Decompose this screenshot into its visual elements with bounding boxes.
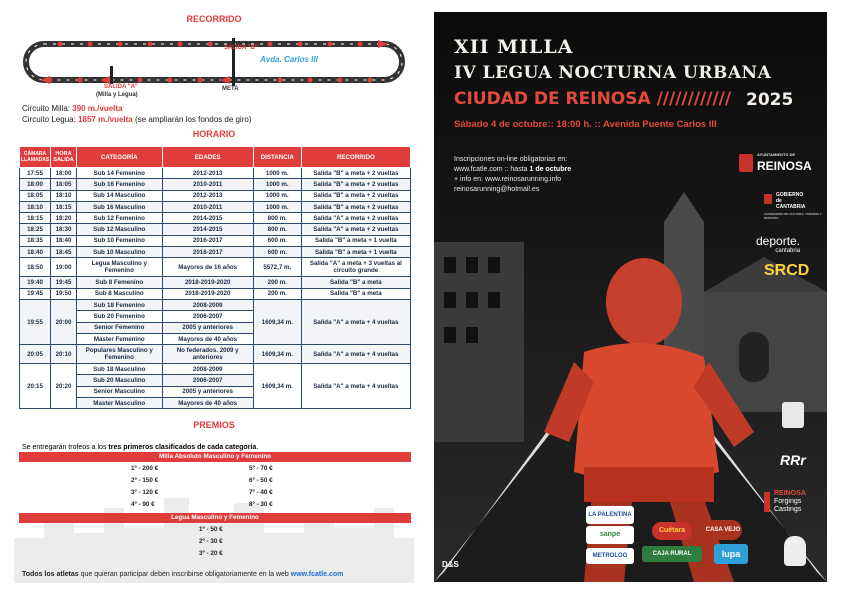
table-row	[20, 288, 411, 299]
table-cell: 20:00	[51, 299, 77, 344]
table-cell: Sub 20 Masculino	[77, 375, 162, 386]
prize-item: 6º - 50 €	[249, 477, 273, 484]
table-cell: 2012-2013	[162, 168, 253, 179]
table-cell: Salida "A" a meta + 4 vueltas	[301, 299, 410, 344]
poster-title-milla: XII MILLA	[454, 36, 574, 58]
note-prefix: Se entregarán trofeos a los	[22, 444, 107, 451]
prize-item: 1º - 200 €	[131, 465, 159, 472]
table-cell: 2006-2007	[162, 311, 253, 322]
header-distancia: DISTANCIA	[253, 147, 301, 168]
cuetara-logo: Cuétara	[652, 522, 692, 540]
table-cell: 200 m.	[253, 288, 301, 299]
note-suffix: .	[256, 444, 259, 451]
ayto-name: REINOSA	[757, 159, 812, 173]
table-cell: 2016-2017	[162, 235, 253, 246]
milla-value: 390 m./vuelta	[72, 104, 123, 113]
table-cell: 2010-2011	[162, 201, 253, 212]
salida-b-label: SALIDA "B"	[224, 45, 258, 51]
legua-prize-bar: Legua Masculino y Femenino	[19, 513, 411, 523]
table-cell: Sub 8 Masculino	[77, 288, 162, 299]
info-fcatle	[454, 165, 571, 175]
prize-item: 7º - 40 €	[249, 489, 273, 496]
ayto-small: AYUNTAMIENTO DE	[757, 152, 796, 157]
crest-icon	[764, 194, 772, 204]
table-row	[20, 190, 411, 201]
prize-item: 2º - 30 €	[199, 538, 223, 545]
table-cell: 18:20	[51, 213, 77, 224]
club-badge-icon	[782, 402, 804, 428]
table-cell: Salida "A" a meta + 4 vueltas	[301, 345, 410, 364]
poster-info	[454, 155, 571, 195]
table-row	[20, 213, 411, 224]
table-cell: 20:20	[51, 364, 77, 409]
milla-prize-bar: Milla Absoluto Masculino y Femenino	[19, 452, 411, 462]
prize-item: 8º - 30 €	[249, 501, 273, 508]
prize-item: 4º - 90 €	[131, 501, 155, 508]
table-cell: Salida "B" a meta + 2 vueltas	[301, 190, 410, 201]
header-recorrido: RECORRIDO	[301, 147, 410, 168]
table-cell: 18:00	[51, 168, 77, 179]
table-cell: Salida "B" a meta + 1 vuelta	[301, 247, 410, 258]
designer-logo: D&S	[442, 560, 459, 569]
table-cell: 2008-2009	[162, 299, 253, 310]
table-cell: Salida "B" a meta	[301, 288, 410, 299]
table-cell: Salida "A" a meta + 2 vueltas	[301, 224, 410, 235]
casavejo-logo: CASA VEJO	[704, 520, 742, 540]
table-cell: Salida "A" a meta + 4 vueltas	[301, 364, 410, 409]
table-cell: 18:45	[51, 247, 77, 258]
header-hora: HORA SALIDA	[51, 147, 77, 168]
table-cell: Salida "B" a meta + 1 vuelta	[301, 235, 410, 246]
table-cell: 18:25	[20, 224, 51, 235]
info-fcatle-link[interactable]: www.fcatle.com :: hasta	[454, 166, 528, 173]
table-cell: 2006-2007	[162, 375, 253, 386]
note-bold: tres primeros clasificados de cada categoría	[108, 444, 257, 451]
table-row	[20, 179, 411, 190]
table-row	[20, 364, 411, 375]
table-cell: No federados. 2009 y anteriores	[162, 345, 253, 364]
table-row	[20, 345, 411, 364]
table-cell: 2014-2015	[162, 224, 253, 235]
legua-suffix: (se ampliarán los fondos de giro)	[134, 115, 252, 124]
table-row	[20, 247, 411, 258]
prize-item: 3º - 20 €	[199, 550, 223, 557]
table-cell: 18:05	[51, 179, 77, 190]
table-cell: Mayores de 16 años	[162, 258, 253, 277]
street-label: Avda. Carlos III	[260, 55, 318, 64]
table-cell: Sub 18 Masculino	[77, 364, 162, 375]
legua-line	[22, 115, 252, 124]
salida-a-sub: (Milla y Legua)	[96, 92, 138, 98]
meta-label: META	[222, 86, 239, 92]
footer-note	[22, 571, 343, 578]
table-cell: 2012-2013	[162, 190, 253, 201]
footer-bold: Todos los atletas	[22, 571, 79, 578]
cajarural-logo: CAJA RURAL	[642, 546, 702, 562]
gob-line1: GOBIERNO	[776, 192, 804, 198]
table-cell: 600 m.	[253, 235, 301, 246]
schedule-header	[20, 147, 411, 168]
poster-date: Sábado 4 de octubre:: 18:00 h. :: Avenida Puente Carlos III	[454, 119, 717, 130]
table-cell: Legua Masculino y Femenino	[77, 258, 162, 277]
table-cell: 800 m.	[253, 213, 301, 224]
info-reinosarunning[interactable]: + info en: www.reinosarunning.info	[454, 176, 562, 183]
table-cell: 20:15	[20, 364, 51, 409]
table-row	[20, 224, 411, 235]
table-cell: 2005 y anteriores	[162, 386, 253, 397]
info-email[interactable]: reinosarunning@hotmail.es	[454, 186, 540, 193]
table-cell: 18:00	[20, 179, 51, 190]
table-cell: 18:15	[51, 201, 77, 212]
left-page	[14, 8, 414, 588]
table-cell: Sub 8 Femenino	[77, 277, 162, 288]
table-cell: 20:10	[51, 345, 77, 364]
table-cell: Sub 16 Femenino	[77, 179, 162, 190]
table-cell: 2018-2019-2020	[162, 288, 253, 299]
milla-prize-right	[249, 463, 369, 511]
prize-item: 2º - 150 €	[131, 477, 159, 484]
table-cell: 600 m.	[253, 247, 301, 258]
table-cell: 19:00	[51, 258, 77, 277]
table-cell: 1000 m.	[253, 179, 301, 190]
table-row	[20, 168, 411, 179]
table-cell: 19:45	[51, 277, 77, 288]
table-cell: Salida "B" a meta + 2 vueltas	[301, 168, 410, 179]
legua-value: 1857 m./vuelta	[78, 115, 133, 124]
prize-item: 3º - 120 €	[131, 489, 159, 496]
forg-line2: Forgings	[774, 498, 802, 505]
table-cell: Salida "A" a meta + 2 vueltas	[301, 213, 410, 224]
table-cell: Salida "B" a meta + 2 vueltas	[301, 201, 410, 212]
table-cell: 18:40	[51, 235, 77, 246]
rr-logo: RRr	[780, 452, 806, 468]
table-cell: 2008-2009	[162, 364, 253, 375]
table-cell: 200 m.	[253, 277, 301, 288]
gob-line2: de	[776, 198, 782, 204]
table-row	[20, 299, 411, 310]
deporte-cantabria-logo	[756, 234, 800, 254]
header-camara: CÁMARA LLAMADAS	[20, 147, 51, 168]
fcatle-link[interactable]: www.fcatle.com	[290, 571, 344, 578]
legua-prefix: Circuito Legua:	[22, 115, 76, 124]
legua-prize-list	[199, 524, 319, 560]
table-row	[20, 277, 411, 288]
event-poster	[434, 12, 827, 582]
info-deadline: 1 de octubre	[529, 166, 572, 173]
schedule-table	[19, 146, 411, 409]
header-categoria: CATEGORÍA	[77, 147, 162, 168]
table-cell: 18:50	[20, 258, 51, 277]
prize-item: 5º - 70 €	[249, 465, 273, 472]
info-inscripciones: Inscripciones on-line obligatorias en:	[454, 156, 568, 163]
table-cell: 5572,7 m.	[253, 258, 301, 277]
prizes-note	[22, 444, 258, 451]
header-edades: EDADES	[162, 147, 253, 168]
table-cell: 19:40	[20, 277, 51, 288]
table-cell: 19:45	[20, 288, 51, 299]
table-cell: Sub 10 Masculino	[77, 247, 162, 258]
table-cell: Sub 18 Femenino	[77, 299, 162, 310]
table-cell: Senior Masculino	[77, 386, 162, 397]
table-cell: 1609,34 m.	[253, 364, 301, 409]
gob-line4: CONSEJERÍA DE CULTURA, TURISMO Y DEPORTE	[764, 212, 822, 220]
forg-line1: REINOSA	[774, 490, 806, 497]
table-row	[20, 258, 411, 277]
poster-title-city: CIUDAD DE REINOSA ////////////	[454, 89, 732, 109]
table-cell: 2010-2011	[162, 179, 253, 190]
forg-line3: Castings	[774, 506, 802, 513]
table-cell: 17:55	[20, 168, 51, 179]
table-cell: 1000 m.	[253, 190, 301, 201]
circuit-map	[20, 36, 408, 96]
poster-year: 2025	[746, 90, 794, 110]
prize-item: 1º - 50 €	[199, 526, 223, 533]
table-cell: Mayores de 40 años	[162, 333, 253, 344]
table-cell: Master Femenino	[77, 333, 162, 344]
table-cell: 1609,34 m.	[253, 299, 301, 344]
lupa-logo: lupa	[714, 544, 748, 564]
table-cell: 18:05	[20, 190, 51, 201]
table-cell: Sub 10 Femenino	[77, 235, 162, 246]
table-cell: 1609,34 m.	[253, 345, 301, 364]
table-cell: Sub 20 Femenino	[77, 311, 162, 322]
table-cell: 18:10	[51, 190, 77, 201]
table-cell: 19:55	[20, 299, 51, 344]
table-cell: Master Masculino	[77, 398, 162, 409]
table-cell: Salida "A" a meta + 3 vueltas al circuito grande	[301, 258, 410, 277]
table-cell: Sub 12 Masculino	[77, 224, 162, 235]
table-cell: 2018-2019-2020	[162, 277, 253, 288]
recorrido-title: RECORRIDO	[186, 14, 242, 24]
table-cell: 800 m.	[253, 224, 301, 235]
forgings-mark-icon	[764, 492, 770, 512]
coat-of-arms-icon	[784, 536, 806, 566]
table-cell: 18:35	[20, 235, 51, 246]
premios-title: PREMIOS	[193, 420, 235, 430]
table-cell: 2005 y anteriores	[162, 322, 253, 333]
table-row	[20, 235, 411, 246]
deporte-text: deporte.	[756, 234, 801, 248]
table-cell: Salida "B" a meta + 2 vueltas	[301, 179, 410, 190]
salida-a-label: SALIDA "A"	[104, 84, 138, 90]
table-row	[20, 201, 411, 212]
table-cell: 19:50	[51, 288, 77, 299]
table-cell: 2016-2017	[162, 247, 253, 258]
table-cell: Salida "B" a meta	[301, 277, 410, 288]
table-cell: Mayores de 40 años	[162, 398, 253, 409]
table-cell: 18:15	[20, 213, 51, 224]
table-cell: 1000 m.	[253, 168, 301, 179]
table-cell: 2014-2015	[162, 213, 253, 224]
table-cell: Populares Masculino y Femenino	[77, 345, 162, 364]
horario-title: HORARIO	[192, 129, 236, 139]
milla-prize-grid	[19, 463, 411, 513]
table-cell: Sub 16 Masculino	[77, 201, 162, 212]
shield-icon	[739, 154, 753, 172]
table-cell: Sub 14 Femenino	[77, 168, 162, 179]
table-cell: Sub 12 Femenino	[77, 213, 162, 224]
footer-mid: que quieran participar deben inscribirse obligatoriamente en la web	[80, 571, 289, 578]
table-cell: 18:30	[51, 224, 77, 235]
table-cell: Senior Femenino	[77, 322, 162, 333]
milla-prefix: Circuito Milla:	[22, 104, 71, 113]
gob-line3: CANTABRIA	[776, 204, 806, 210]
milla-prize-left	[131, 463, 251, 511]
srcd-logo: SRCD	[764, 262, 810, 279]
table-cell: 18:10	[20, 201, 51, 212]
sanpe-logo: sanpe	[586, 526, 634, 544]
metrolog-logo: METROLOG	[586, 548, 634, 564]
table-cell: Sub 14 Masculino	[77, 190, 162, 201]
deporte-sub: cantabria	[775, 248, 801, 254]
legua-prize-grid	[19, 524, 411, 564]
table-cell: 18:40	[20, 247, 51, 258]
table-cell: 20:05	[20, 345, 51, 364]
poster-title-legua: IV LEGUA NOCTURNA URBANA	[454, 63, 772, 83]
milla-line	[22, 104, 123, 113]
table-cell: 1000 m.	[253, 201, 301, 212]
lapalentina-logo: LA PALENTINA	[586, 506, 634, 524]
